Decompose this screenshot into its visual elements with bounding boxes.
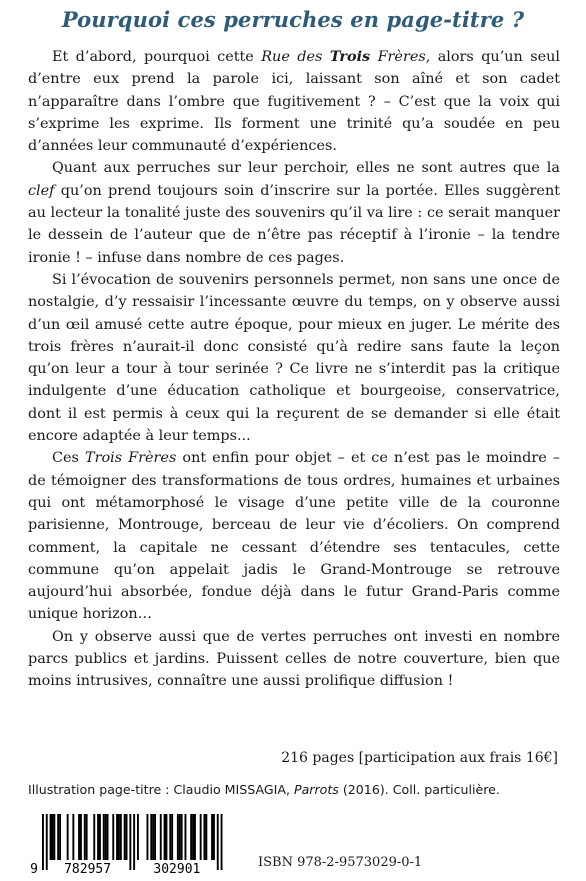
illustration-credit xyxy=(28,782,500,797)
barcode-bar xyxy=(133,814,135,870)
barcode xyxy=(28,814,236,874)
barcode-bar xyxy=(200,814,202,860)
barcode-bar xyxy=(150,814,152,860)
barcode-bar xyxy=(67,814,69,860)
barcode-digits: 302901 xyxy=(153,862,201,874)
barcode-bar xyxy=(154,814,156,860)
paragraph-text: On y observe aussi que de vertes perruches ont investi en nombre parcs publics et jardins. Puissent celles de notre couverture, bien que moins intrusives, connaître une aussi prolifique diffusion ! xyxy=(28,628,560,690)
paragraph-text: Frères xyxy=(370,49,426,65)
barcode-digits: 782957 xyxy=(64,862,112,874)
paragraph xyxy=(28,269,560,447)
paragraph-text: , alors qu’un seul d’entre eux prend la parole ici, laissant son aîné et son cadet n’apparaître dans l’ombre que fugitivement ? – C’est que la voix qui s’exprime les exprime. Ils forment une trinité qu’a soudée en peu d’années leur communauté d’expériences. xyxy=(28,49,560,155)
paragraph-text: Rue des xyxy=(261,49,330,65)
barcode-bar xyxy=(126,814,128,860)
barcode-bar xyxy=(205,814,207,860)
paragraph-text: clef xyxy=(28,182,55,199)
barcode-bar xyxy=(99,814,101,860)
barcode-graphic xyxy=(28,814,236,874)
barcode-bar xyxy=(59,814,61,860)
barcode-bar xyxy=(181,814,183,860)
barcode-bar xyxy=(50,814,52,860)
isbn-label: ISBN 978-2-9573029-0-1 xyxy=(258,855,423,870)
barcode-bar xyxy=(72,814,74,860)
barcode-bar xyxy=(53,814,55,860)
paragraph-text: Ces xyxy=(52,450,85,467)
barcode-bar xyxy=(57,814,59,860)
barcode-bar xyxy=(86,814,88,860)
credit-prefix: Illustration page-titre : Claudio MISSAGIA, xyxy=(28,782,294,797)
paragraph xyxy=(28,447,560,625)
paragraph xyxy=(28,46,560,157)
barcode-bar xyxy=(160,814,162,860)
barcode-digits: 9 xyxy=(30,862,38,874)
barcode-bar xyxy=(97,814,99,860)
barcode-bar xyxy=(129,814,131,870)
barcode-bar xyxy=(213,814,215,860)
barcode-bar xyxy=(116,814,118,860)
barcode-bar xyxy=(107,814,109,860)
barcode-bar xyxy=(137,814,139,860)
barcode-bar xyxy=(221,814,223,870)
paragraph-text: Trois Frères xyxy=(84,450,177,467)
barcode-bar xyxy=(105,814,107,860)
barcode-bar xyxy=(217,814,219,870)
paragraph-text: Trois xyxy=(329,48,371,65)
barcode-bar xyxy=(152,814,154,860)
paragraph-text: ont enfin pour objet – et ce n’est pas le moindre – de témoigner des transformations de tous ordres, humaines et urbaines qui ont métamorphosé le visage d’une petite ville de la couronne parisienne, Montrouge, berceau de leur vie d’écoliers. On comprend comment, la capitale ne cessant d’étendre ses tentacules, cette commune qu’on appelait jadis le Grand-Montrouge se retrouve aujourd’hui absorbée, fondue déjà dans le futur Grand-Paris comme unique horizon… xyxy=(28,450,560,623)
barcode-bar xyxy=(190,814,192,860)
paragraph-text: Quant aux perruches sur leur perchoir, elles ne sont autres que la xyxy=(52,160,560,177)
barcode-bar xyxy=(147,814,149,860)
barcode-bar xyxy=(120,814,122,860)
barcode-bar xyxy=(164,814,166,860)
paragraph xyxy=(28,157,560,268)
barcode-bar xyxy=(46,814,48,870)
barcode-bar xyxy=(118,814,120,860)
barcode-bar xyxy=(52,814,54,860)
barcode-bar xyxy=(124,814,126,860)
barcode-bar xyxy=(179,814,181,860)
paragraph-text: Et d’abord, pourquoi cette xyxy=(52,49,262,65)
paragraph-text: qu’on prend toujours soin d’inscrire sur la portée. Elles suggèrent au lecteur la tonalité juste des souvenirs qu’il va lire : ce serait manquer le dessein de l’auteur que de n’être pas réceptif à l’ironie – la tendre ironie ! – infuse dans nombre de ces pages. xyxy=(28,182,560,266)
barcode-bar xyxy=(80,814,82,860)
barcode-bar xyxy=(78,814,80,860)
pages-note: 216 pages [participation aux frais 16€] xyxy=(281,750,558,766)
barcode-bar xyxy=(185,814,187,860)
barcode-bar xyxy=(169,814,171,860)
blurb-body xyxy=(28,46,560,693)
barcode-bar xyxy=(211,814,213,860)
barcode-bar xyxy=(177,814,179,860)
barcode-bar xyxy=(194,814,196,860)
barcode-bar xyxy=(42,814,44,870)
paragraph-text: Si l’évocation de souvenirs personnels permet, non sans une once de nostalgie, d’y ressaisir l’incessante œuvre du temps, on y observe aussi d’un œil amusé cette autre époque, pour mieux en juger. Le mérite des trois frères n’aurait-il donc consisté qu’à redire sans faute la leçon qu’on leur a tour à tour serinée ? Ce livre ne s’interdit pas la critique indulgente d’une éducation catholique et bourgeoise, conservatrice, dont il est permis à ceux qui la reçurent de se demander si elle était encore adaptée à leur temps... xyxy=(28,271,560,445)
credit-suffix: (2016). Coll. particulière. xyxy=(338,782,500,797)
page-title: Pourquoi ces perruches en page-titre ? xyxy=(61,7,525,32)
barcode-bar xyxy=(192,814,194,860)
barcode-bar xyxy=(166,814,168,860)
barcode-bar xyxy=(103,814,105,860)
barcode-bar xyxy=(84,814,86,860)
barcode-bar xyxy=(204,814,206,860)
paragraph xyxy=(28,626,560,693)
barcode-bar xyxy=(171,814,173,860)
barcode-bar xyxy=(112,814,114,860)
barcode-bar xyxy=(93,814,95,860)
credit-work-title: Parrots xyxy=(293,782,339,797)
